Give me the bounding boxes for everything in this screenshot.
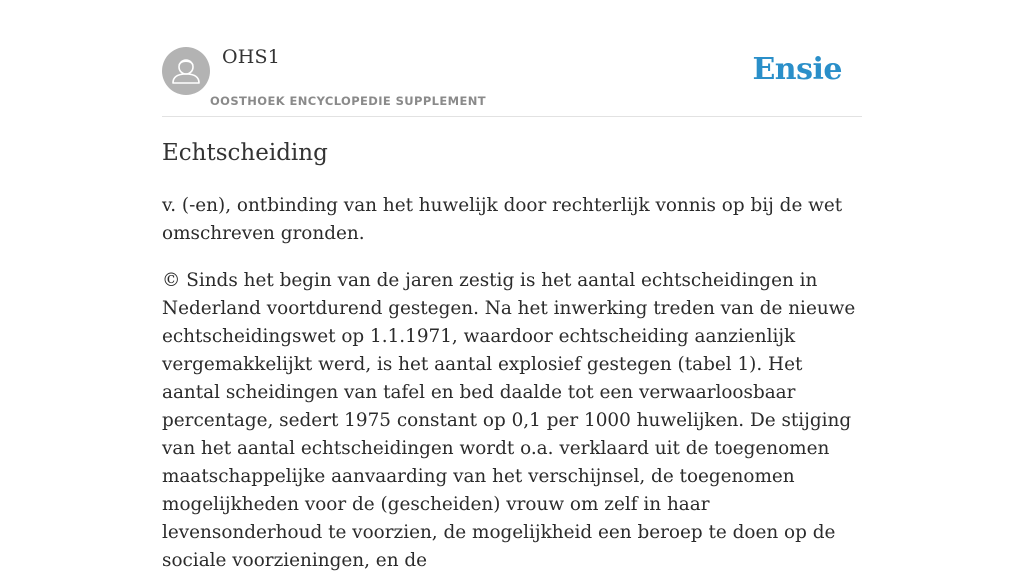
article-paragraph-definition: v. (-en), ontbinding van het huwelijk door rechterlijk vonnis op bij de wet omschreven gronden. [162,195,843,244]
page-container [162,0,862,571]
ensie-logo-link[interactable]: Ensie [752,52,842,87]
article-paragraph-body: © Sinds het begin van de jaren zestig is het aantal echtscheidingen in Nederland voortdurend gestegen. Na het inwerking treden van de nieuwe echtscheidingswet op 1.1.1971, waardoor echtscheiding aanzienlijk vergemakkelijkt werd, is het aantal explosief gestegen (tabel 1). Het aantal scheidingen van tafel en bed daalde tot een verwaarloosbaar percentage, sedert 1975 constant op 0,1 per 1000 huwelijken. De stijging van het aantal echtscheidingen wordt o.a. verklaard uit de toegenomen maatschappelijke aanvaarding van het verschijnsel, de toegenomen mogelijkheden voor de (gescheiden) vrouw om zelf in haar levensonderhoud te voorzien, de mogelijkheid een beroep te doen op de sociale voorzieningen, en de [162,270,856,571]
source-name-link[interactable]: OOSTHOEK ENCYCLOPEDIE SUPPLEMENT [210,94,487,108]
article-title: Echtscheiding [162,140,328,166]
source-header [162,0,862,117]
source-code-link[interactable]: OHS1 [222,46,281,68]
user-icon[interactable] [162,47,210,95]
